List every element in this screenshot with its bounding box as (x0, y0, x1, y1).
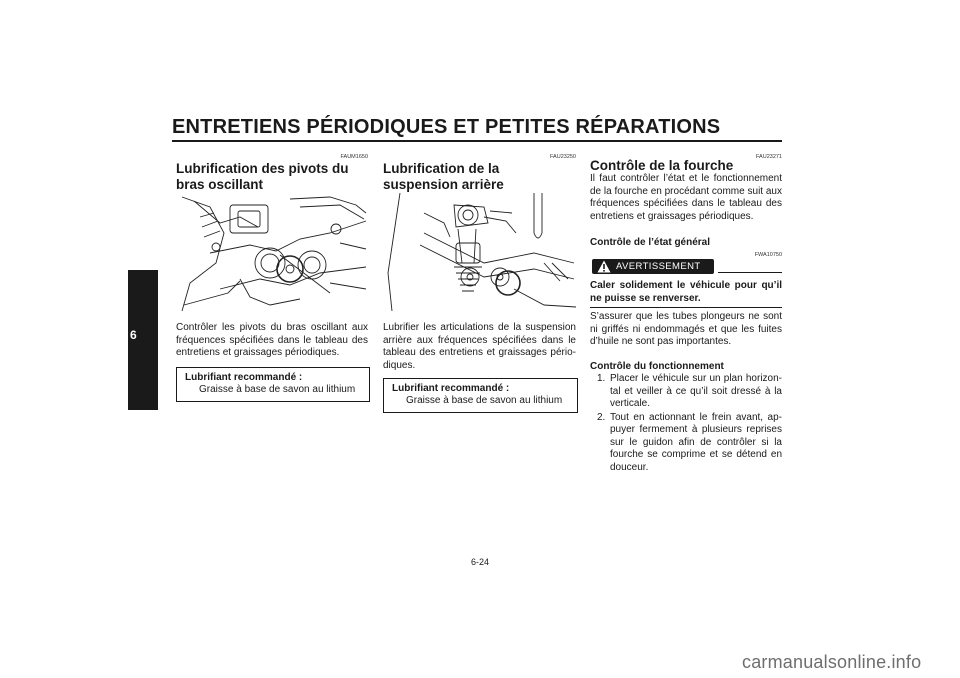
warning-triangle-icon (597, 260, 611, 273)
col3-general-heading: Contrôle de l’état général (590, 237, 711, 248)
col3-warning-code: FWA10750 (754, 252, 782, 258)
col2-lubricant-box (383, 378, 578, 413)
col1-lubricant-box (176, 367, 370, 402)
warning-rule-top (718, 272, 782, 273)
col1-lubricant-label: Lubrifiant recommandé : (185, 372, 303, 383)
warning-badge (592, 259, 714, 274)
col3-title: Contrôle de la fourche (590, 158, 734, 173)
steps-list (590, 373, 782, 474)
watermark: carmanualsonline.info (742, 652, 922, 672)
step-number: 1. (597, 373, 606, 384)
chapter-tab-number: 6 (130, 328, 137, 342)
col1-lubricant-value: Graisse à base de savon au lithium (199, 384, 356, 395)
list-item (590, 373, 782, 411)
col3-function-heading: Contrôle du fonctionnement (590, 361, 724, 372)
page-header-title: ENTRETIENS PÉRIODIQUES ET PETITES RÉPARATIONS (172, 116, 721, 138)
warning-rule-bottom (590, 307, 782, 308)
col1-title: Lubrification des pivots du bras oscillant (176, 161, 349, 192)
rear-suspension-illustration (384, 193, 576, 313)
step-text: Tout en actionnant le frein avant, ap-puyer fermement à plusieurs reprises sur le guidon afin de contrôler si la fourche se comprime et se détend en douceur. (610, 411, 782, 473)
col3-general-body: S’assurer que les tubes plongeurs ne sont ni griffés ni endommagés et que les fuites d’huile ne sont pas importantes. (590, 311, 782, 347)
list-item (590, 412, 782, 475)
col3-intro: Il faut contrôler l’état et le fonctionnement de la fourche en procédant comme suit aux fréquences spécifiées dans le tableau des entretiens et graissages périodiques. (590, 173, 782, 222)
col3-warning-text: Caler solidement le véhicule pour qu’il ne puisse se renverser. (590, 280, 782, 304)
col2-code: FAU23250 (550, 154, 576, 160)
col1-body: Contrôler les pivots du bras oscillant aux fréquences spécifiées dans le tableau des entretiens et graissages périodiques. (176, 322, 368, 358)
col1-code: FAUM1650 (340, 154, 368, 160)
page-number: 6-24 (470, 557, 489, 567)
step-text: Placer le véhicule sur un plan horizon-tal et veiller à ce qu’il soit dressé à la verticale. (610, 373, 782, 409)
step-number: 2. (597, 411, 606, 423)
col2-lubricant-label: Lubrifiant recommandé : (392, 383, 510, 394)
col2-title: Lubrification de la suspension arrière (383, 161, 504, 192)
col2-body: Lubrifier les articulations de la suspension arrière aux fréquences spécifiées dans le tableau des entretiens et graissages pério-diques. (383, 322, 576, 371)
swingarm-pivot-illustration (180, 193, 368, 313)
warning-label: AVERTISSEMENT (616, 261, 701, 272)
col2-lubricant-value: Graisse à base de savon au lithium (406, 395, 563, 406)
chapter-tab (128, 270, 158, 410)
col3-code: FAU23271 (756, 154, 782, 160)
header-rule (172, 140, 782, 142)
